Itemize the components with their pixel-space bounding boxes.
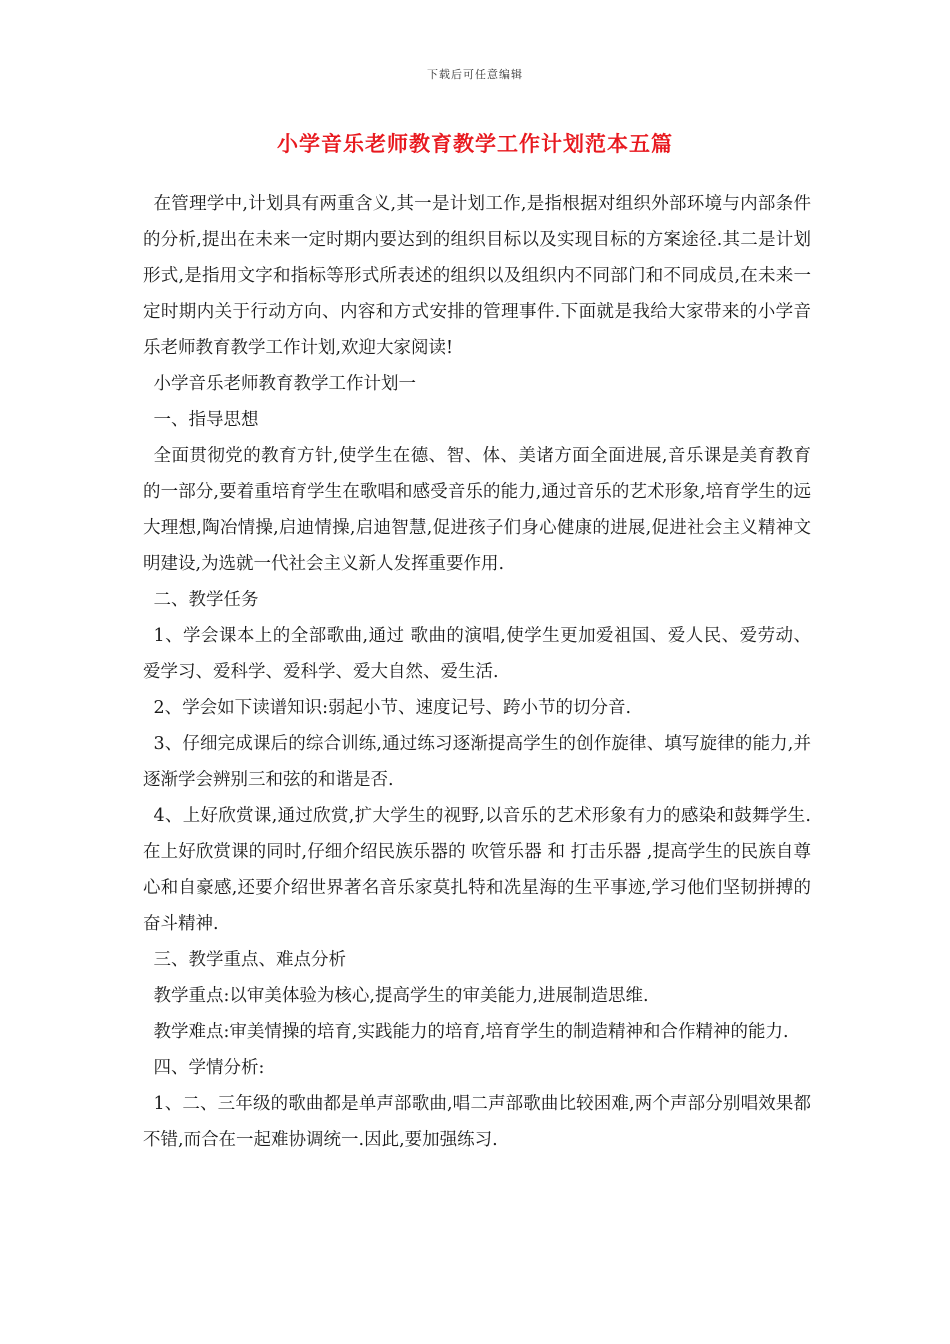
section-heading-student-analysis: 四、学情分析: (153, 1058, 265, 1078)
task-item-4: 4、上好欣赏课,通过欣赏,扩大学生的视野,以音乐的艺术形象有力的感染和鼓舞学生.在上好欣赏课的同时,仔细介绍民族乐器的 吹管乐器 和 打击乐器 ,提高学生的民族自尊心和自豪感,还要介绍世界著名音乐家莫扎特和冼星海的生平事迹,学习他们坚韧拼搏的奋斗精神. (143, 806, 811, 934)
section-heading-teaching-tasks: 二、教学任务 (153, 590, 259, 610)
guiding-ideology-paragraph: 全面贯彻党的教育方针,使学生在德、智、体、美诸方面全面进展,音乐课是美育教育的一部分,要着重培育学生在歌唱和感受音乐的能力,通过音乐的艺术形象,培育学生的远大理想,陶冶情操,启迪情操,启迪智慧,促进孩子们身心健康的进展,促进社会主义精神文明建设,为选就一代社会主义新人发挥重要作用. (143, 446, 811, 574)
task-item-1: 1、学会课本上的全部歌曲,通过 歌曲的演唱,使学生更加爱祖国、爱人民、爱劳动、爱学习、爱科学、爱科学、爱大自然、爱生活. (143, 626, 811, 682)
header-note: 下载后可任意编辑 (427, 68, 523, 81)
task-item-2: 2、学会如下读谱知识:弱起小节、速度记号、跨小节的切分音. (153, 698, 632, 718)
student-analysis-item-1: 1、二、三年级的歌曲都是单声部歌曲,唱二声部歌曲比较困难,两个声部分别唱效果都不错,而合在一起难协调统一.因此,要加强练习. (143, 1094, 811, 1150)
task-item-3: 3、仔细完成课后的综合训练,通过练习逐渐提高学生的创作旋律、填写旋律的能力,并逐渐学会辨别三和弦的和谐是否. (143, 734, 811, 790)
document-body (143, 186, 811, 1158)
section-heading-guiding-ideology: 一、指导思想 (153, 410, 259, 430)
key-points-paragraph: 教学重点:以审美体验为核心,提高学生的审美能力,进展制造思维. (153, 986, 649, 1006)
intro-paragraph: 在管理学中,计划具有两重含义,其一是计划工作,是指根据对组织外部环境与内部条件的分析,提出在未来一定时期内要达到的组织目标以及实现目标的方案途径.其二是计划形式,是指用文字和指标等形式所表述的组织以及组织内不同部门和不同成员,在未来一定时期内关于行动方向、内容和方式安排的管理事件.下面就是我给大家带来的小学音乐老师教育教学工作计划,欢迎大家阅读! (143, 194, 811, 358)
section-heading-key-points: 三、教学重点、难点分析 (153, 950, 346, 970)
plan-heading: 小学音乐老师教育教学工作计划一 (153, 374, 416, 394)
document-title: 小学音乐老师教育教学工作计划范本五篇 (277, 131, 673, 156)
difficult-points-paragraph: 教学难点:审美情操的培育,实践能力的培育,培育学生的制造精神和合作精神的能力. (153, 1022, 789, 1042)
